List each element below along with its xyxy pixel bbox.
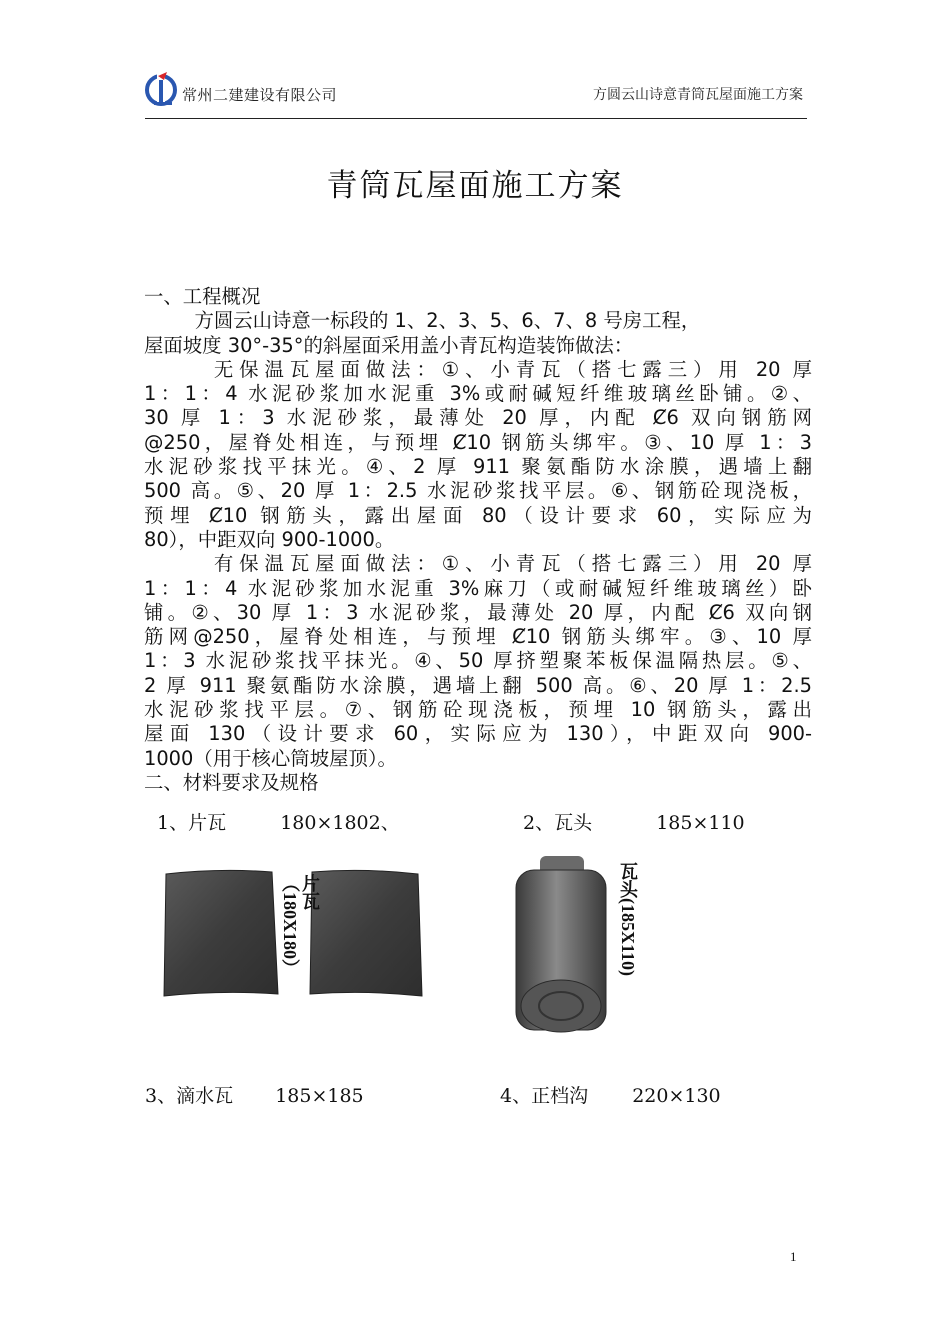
- watou-tile-icon: [510, 856, 615, 1038]
- body-line: 筋网@250，屋脊处相连，与预埋 Ȼ10 钢筋头绑牢。③、10 厚: [144, 625, 812, 649]
- material-1-label: 1、片瓦: [157, 812, 227, 834]
- body-line: 500 高。⑤、20 厚 1：2.5 水泥砂浆找平层。⑥、钢筋砼现浇板，: [144, 479, 812, 503]
- body-line: 30 厚 1：3 水泥砂浆，最薄处 20 厚，内配 Ȼ6 双向钢筋网: [144, 406, 812, 430]
- material-item-3: [145, 1081, 364, 1108]
- body-line: 二、材料要求及规格: [144, 770, 319, 794]
- material-item-2: [523, 808, 745, 835]
- material-4-size: 220×130: [632, 1085, 721, 1107]
- company-logo-icon: [145, 70, 181, 110]
- material-3-size: 185×185: [275, 1085, 364, 1107]
- body-line: 1：1：4 水泥砂浆加水泥重 3%麻刀（或耐碱短纤维玻璃丝）卧: [144, 576, 812, 600]
- page-title: 青筒瓦屋面施工方案: [326, 168, 624, 204]
- material-3-label: 3、滴水瓦: [145, 1085, 234, 1107]
- pianwa-caption: 片瓦（180X180）: [280, 874, 320, 977]
- body-line: 1：1：4 水泥砂浆加水泥重 3%或耐碱短纤维玻璃丝卧铺。②、: [144, 382, 812, 406]
- body-line: 无保温瓦屋面做法：①、小青瓦（搭七露三）用 20 厚: [213, 357, 812, 381]
- pianwa-image: [160, 862, 435, 1002]
- material-2-size: 185×110: [656, 812, 745, 834]
- body-line: 预埋 Ȼ10 钢筋头，露出屋面 80（设计要求 60，实际应为: [144, 503, 812, 527]
- body-line: 一、工程概况: [144, 285, 261, 308]
- material-1-size: 180×1802、: [280, 812, 400, 834]
- body-line: 屋面 130（设计要求 60，实际应为 130），中距双向 900-: [144, 722, 812, 746]
- material-2-label: 2、瓦头: [523, 812, 593, 834]
- body-text: [144, 285, 812, 795]
- body-line: 2 厚 911 聚氨酯防水涂膜，遇墙上翻 500 高。⑥、20 厚 1：2.5: [144, 673, 812, 697]
- body-line: @250，屋脊处相连，与预埋 Ȼ10 钢筋头绑牢。③、10 厚 1：3: [144, 430, 812, 454]
- watou-image: [510, 856, 650, 1038]
- document-name: 方圆云山诗意青筒瓦屋面施工方案: [593, 87, 803, 103]
- body-line: 水泥砂浆找平抹光。④、2 厚 911 聚氨酯防水涂膜，遇墙上翻: [144, 455, 812, 479]
- body-line: 铺。②、30 厚 1：3 水泥砂浆，最薄处 20 厚，内配 Ȼ6 双向钢: [144, 600, 812, 624]
- page-number: 1: [790, 1249, 797, 1264]
- body-line: 1：3 水泥砂浆找平抹光。④、50 厚挤塑聚苯板保温隔热层。⑤、: [144, 649, 812, 673]
- body-line: 水泥砂浆找平层。⑦、钢筋砼现浇板，预埋 10 钢筋头，露出: [144, 698, 812, 722]
- body-line: 方圆云山诗意一标段的 1、2、3、5、6、7、8 号房工程，: [194, 309, 701, 333]
- company-name: 常州二建建设有限公司: [182, 86, 338, 104]
- body-line: 屋面坡度 30°-35°的斜屋面采用盖小青瓦构造装饰做法：: [144, 333, 634, 357]
- body-line: 有保温瓦屋面做法：①、小青瓦（搭七露三）用 20 厚: [213, 552, 812, 576]
- page-header: [145, 66, 807, 119]
- material-4-label: 4、正档沟: [500, 1085, 589, 1107]
- body-line: 80），中距双向 900-1000。: [144, 527, 395, 551]
- material-item-4: [500, 1081, 721, 1108]
- watou-caption: 瓦头(185X110): [618, 862, 638, 976]
- material-item-1: [157, 808, 400, 835]
- body-line: 1000（用于核心筒坡屋顶）。: [144, 746, 397, 770]
